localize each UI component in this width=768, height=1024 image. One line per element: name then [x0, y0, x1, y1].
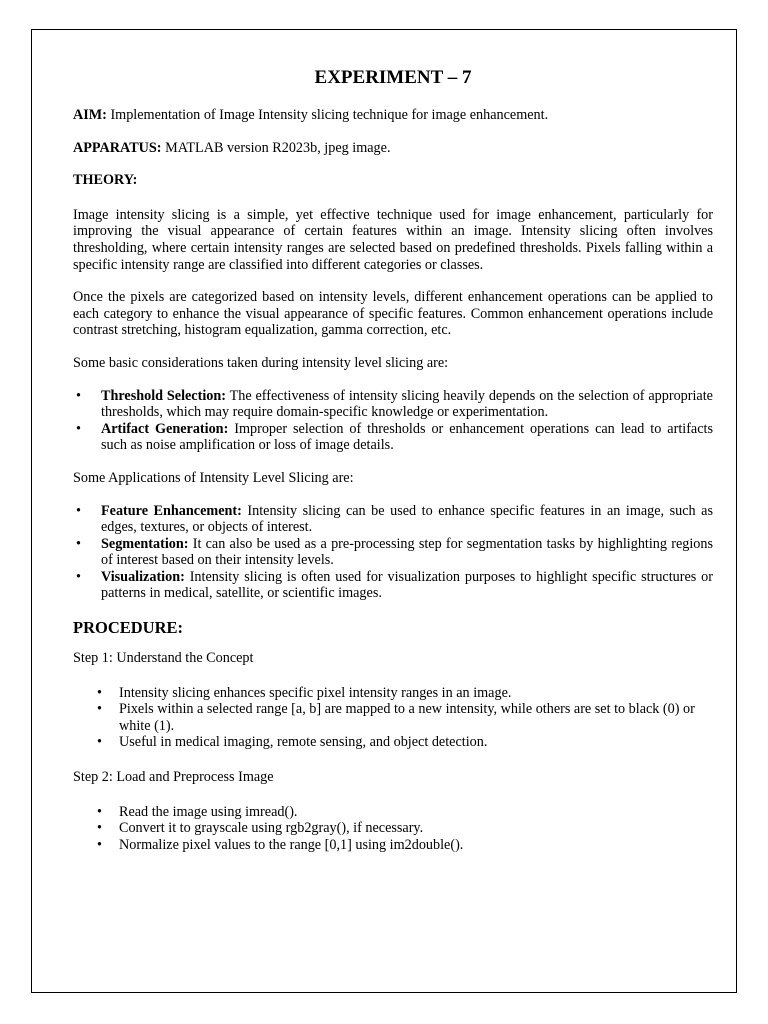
- bullet-icon: •: [76, 420, 81, 437]
- bullet-icon: •: [97, 701, 102, 718]
- bullet-icon: •: [97, 734, 102, 751]
- bullet-icon: •: [76, 387, 81, 404]
- bullet-icon: •: [97, 820, 102, 837]
- list-item: • Segmentation: It can also be used as a pre-processing step for segmentation tasks by highlighting regions of interest based on their intensity levels.: [76, 535, 713, 569]
- step-1-title: Step 1: Understand the Concept: [73, 650, 254, 667]
- theory-heading: THEORY:: [73, 172, 138, 189]
- bullet-icon: •: [76, 502, 81, 519]
- list-item: • Feature Enhancement: Intensity slicing can be used to enhance specific features in an image, such as edges, textures, or objects of interest.: [76, 502, 714, 536]
- list-item: • Pixels within a selected range [a, b] are mapped to a new intensity, while others are set to black (0) or white (1).: [97, 701, 695, 734]
- theory-paragraph-2: Once the pixels are categorized based on intensity levels, different enhancement operations can be applied to each category to enhance the visual appearance of specific features. Common enhancement operations include contrast stretching, histogram equalization, gamma correction, etc.: [73, 289, 713, 339]
- theory-paragraph-1: Image intensity slicing is a simple, yet effective technique used for image enhancement, particularly for improving the visual appearance of certain features within an image. Intensity slicing often involves thresholding, where certain intensity ranges are selected based on predefined thresholds. Pixels falling within a specific intensity range are classified into different categories or classes.: [73, 206, 713, 273]
- list-item: • Artifact Generation: Improper selection of thresholds or enhancement operations can lead to artifacts such as noise amplification or loss of image details.: [76, 420, 713, 454]
- step-2-list: [97, 804, 713, 854]
- apparatus-line: [73, 140, 713, 157]
- bullet-icon: •: [97, 684, 102, 701]
- list-item: • Normalize pixel values to the range [0,1] using im2double().: [97, 836, 464, 853]
- list-item: • Convert it to grayscale using rgb2gray(), if necessary.: [97, 820, 424, 837]
- apparatus-text: MATLAB version R2023b, jpeg image.: [161, 139, 391, 156]
- page-title: EXPERIMENT – 7: [314, 67, 472, 88]
- document-body: [73, 67, 713, 853]
- list-item: • Visualization: Intensity slicing is often used for visualization purposes to highlight specific structures or patterns in medical, satellite, or scientific images.: [76, 568, 713, 602]
- applications-intro: Some Applications of Intensity Level Slicing are:: [73, 469, 354, 486]
- step-2-title: Step 2: Load and Preprocess Image: [73, 769, 274, 786]
- considerations-intro: Some basic considerations taken during intensity level slicing are:: [73, 354, 449, 371]
- apparatus-label: APPARATUS:: [73, 139, 162, 156]
- list-item: • Useful in medical imaging, remote sensing, and object detection.: [97, 734, 488, 751]
- considerations-list: [73, 388, 713, 454]
- bullet-icon: •: [97, 836, 102, 853]
- list-item: • Intensity slicing enhances specific pixel intensity ranges in an image.: [97, 684, 512, 701]
- bullet-icon: •: [97, 803, 102, 820]
- bullet-icon: •: [76, 568, 81, 585]
- list-item: • Read the image using imread().: [97, 803, 298, 820]
- aim-text: Implementation of Image Intensity slicing technique for image enhancement.: [106, 107, 549, 123]
- applications-list: [73, 503, 713, 603]
- list-item: • Threshold Selection: The effectiveness of intensity slicing heavily depends on the selection of appropriate thresholds, which may require domain-specific knowledge or experimentation.: [76, 387, 713, 421]
- procedure-heading: PROCEDURE:: [73, 618, 183, 638]
- aim-label: AIM:: [73, 107, 107, 123]
- step-1-list: [97, 685, 713, 751]
- bullet-icon: •: [76, 535, 81, 552]
- aim-line: [73, 107, 713, 124]
